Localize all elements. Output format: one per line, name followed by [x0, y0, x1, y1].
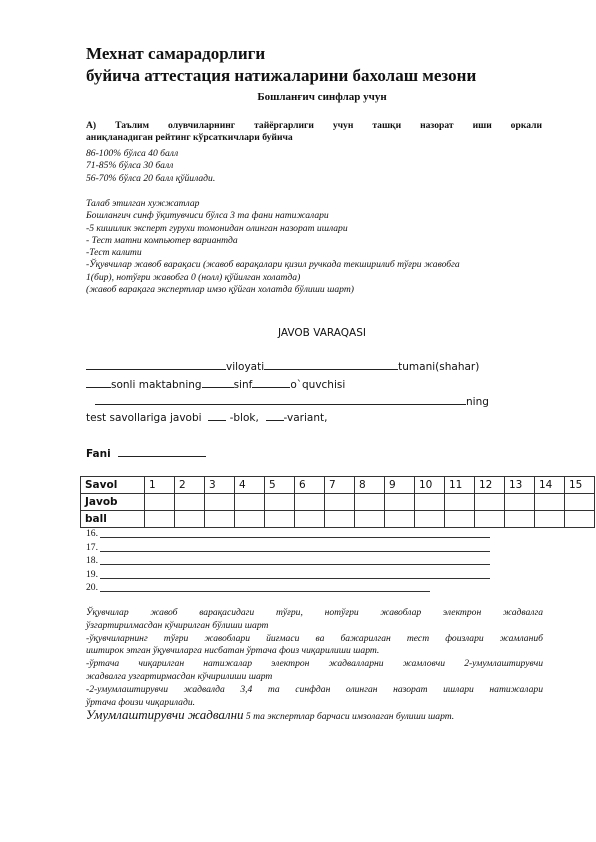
ning-label: ning: [466, 396, 489, 408]
requirements-list: [86, 198, 552, 296]
test-prefix-label: test savollariga javobi: [86, 412, 202, 424]
answer-line[interactable]: [100, 564, 490, 565]
question-number: 15: [565, 477, 595, 494]
question-number: 5: [265, 477, 295, 494]
requirement-item: -Ўқувчилар жавоб варақаси (жавоб варақалари қизил ручкада текширилиб тўғри жавобга: [86, 259, 460, 271]
question-number: 1: [145, 477, 175, 494]
section-a-heading-line1: А) Таълим олувчиларнинг тайёргарлиги учун ташқи назорат иши оркали: [86, 120, 542, 131]
score-cell[interactable]: [175, 511, 205, 528]
page-title-line1: Мехнат самарадорлиги: [86, 44, 266, 63]
instruction-line: ўртача фоизи чиқарилади.: [86, 696, 196, 708]
answer-cell[interactable]: [535, 494, 565, 511]
student-name-line: [95, 393, 489, 408]
score-cell[interactable]: [415, 511, 445, 528]
instruction-line: -ўртача чиқарилган натижалар электрон жадвалларни жамловчи 2-умумлаштирувчи: [86, 658, 543, 670]
requirement-item: 1(бир), нотўғри жавобга 0 (нолл) қўйилган холатда): [86, 271, 301, 283]
sonli-label: sonli maktabning: [111, 379, 202, 391]
question-line-number: 17.: [86, 541, 98, 553]
grade-list: [86, 148, 552, 185]
question-number: 8: [355, 477, 385, 494]
page-title-line2: буйича аттестация натижаларини бахолаш мезони: [86, 66, 477, 85]
score-cell[interactable]: [295, 511, 325, 528]
answer-cell[interactable]: [475, 494, 505, 511]
score-cell[interactable]: [445, 511, 475, 528]
score-cell[interactable]: [475, 511, 505, 528]
row-label-javob: Javob: [81, 494, 145, 511]
test-info-line: [86, 409, 327, 424]
score-cell[interactable]: [265, 511, 295, 528]
score-cell[interactable]: [145, 511, 175, 528]
instruction-line: Ўқувчилар жавоб варақасидаги тўғри, нотўғри жавоблар электрон жадвалга: [86, 607, 543, 618]
row-label-savol: Savol: [81, 477, 145, 494]
grade-item: 56-70% бўлса 20 балл қўйилади.: [86, 172, 216, 184]
table-row-savol: [81, 477, 595, 494]
requirement-item: Бошланғич синф ўқитувчиси бўлса 3 та фани натижалари: [86, 210, 329, 222]
score-cell[interactable]: [235, 511, 265, 528]
question-number: 7: [325, 477, 355, 494]
variant-blank[interactable]: [266, 409, 284, 421]
score-cell[interactable]: [535, 511, 565, 528]
answer-cell[interactable]: [205, 494, 235, 511]
answer-line[interactable]: [100, 578, 490, 579]
answer-cell[interactable]: [235, 494, 265, 511]
answer-cell[interactable]: [295, 494, 325, 511]
question-number: 6: [295, 477, 325, 494]
block-blank[interactable]: [208, 409, 226, 421]
instruction-line: иштирок этган ўқувчиларга нисбатан ўртача фоиз чиқарилиши шарт.: [86, 645, 380, 657]
fani-label: Fani: [86, 448, 111, 460]
score-cell[interactable]: [325, 511, 355, 528]
answer-cell[interactable]: [565, 494, 595, 511]
school-line: [86, 376, 345, 391]
question-number: 9: [385, 477, 415, 494]
requirement-item: -Тест калити: [86, 247, 142, 259]
table-row-javob: [81, 494, 595, 511]
answer-table: [80, 476, 595, 528]
instruction-emphasis: Умумлаштирувчи жадвални: [86, 707, 244, 723]
blok-label: -blok,: [229, 412, 259, 424]
grade-item: 86-100% бўлса 40 балл: [86, 148, 179, 159]
class-letter-blank[interactable]: [252, 376, 290, 388]
grade-item: 71-85% бўлса 30 балл: [86, 160, 174, 172]
question-number: 3: [205, 477, 235, 494]
answer-cell[interactable]: [265, 494, 295, 511]
question-line-number: 16.: [86, 528, 98, 539]
answer-cell[interactable]: [505, 494, 535, 511]
answer-cell[interactable]: [175, 494, 205, 511]
requirement-item: - Тест матни компьютер вариантда: [86, 234, 238, 246]
variant-label: -variant,: [283, 412, 328, 424]
instruction-line: жадвалга узгартирмасдан кўчирилиши шарт: [86, 670, 273, 682]
question-line-number: 19.: [86, 568, 98, 580]
subject-blank[interactable]: [118, 445, 206, 457]
answer-cell[interactable]: [355, 494, 385, 511]
answer-cell[interactable]: [325, 494, 355, 511]
question-number: 11: [445, 477, 475, 494]
answer-line[interactable]: [100, 591, 430, 592]
page-subtitle: Бошланғич синфлар учун: [257, 91, 387, 103]
answer-line[interactable]: [100, 537, 490, 538]
instruction-line: -ўқувчиларнинг тўғри жавоблари йиғмаси ва бажарилган тест фоизлари жамланиб: [86, 632, 543, 644]
score-cell[interactable]: [505, 511, 535, 528]
section-a-heading-line2: аниқланадиган рейтинг кўрсаткичлари буйича: [86, 132, 293, 143]
question-number: 4: [235, 477, 265, 494]
answer-cell[interactable]: [445, 494, 475, 511]
answer-cell[interactable]: [385, 494, 415, 511]
score-cell[interactable]: [565, 511, 595, 528]
question-line-number: 20.: [86, 582, 98, 593]
table-row-ball: [81, 511, 595, 528]
student-name-blank[interactable]: [95, 393, 466, 405]
requirements-heading: Талаб этилган хужжатлар: [86, 198, 200, 209]
instructions-block: [86, 607, 543, 724]
row-label-ball: ball: [81, 511, 145, 528]
answer-sheet-title: JAVOB VARAQASI: [278, 327, 366, 339]
instruction-rest: 5 та экспертлар барчаси имзолаган булиши шарт.: [243, 711, 455, 723]
answer-cell[interactable]: [415, 494, 445, 511]
question-number: 12: [475, 477, 505, 494]
oquvchisi-label: o`quvchisi: [290, 379, 346, 391]
answer-cell[interactable]: [145, 494, 175, 511]
score-cell[interactable]: [385, 511, 415, 528]
requirement-item: -5 кишилик эксперт гурухи томонидан олинган назорат ишлари: [86, 222, 348, 234]
viloyat-blank[interactable]: [86, 358, 226, 370]
question-number: 14: [535, 477, 565, 494]
instruction-final-line: [86, 709, 543, 724]
score-cell[interactable]: [205, 511, 235, 528]
question-number: 10: [415, 477, 445, 494]
question-number: 2: [175, 477, 205, 494]
question-line-number: 18.: [86, 555, 98, 566]
class-blank[interactable]: [202, 376, 234, 388]
instruction-line: -2-умумлаштирувчи жадвалда 3,4 та синфдан олинган назорат ишлари натижалари: [86, 683, 543, 695]
tumani-label: tumani(shahar): [398, 361, 480, 373]
sinf-label: sinf: [233, 379, 253, 391]
subject-line: [86, 445, 206, 460]
school-number-blank[interactable]: [86, 376, 111, 388]
viloyati-label: viloyati: [226, 361, 265, 373]
question-number: 13: [505, 477, 535, 494]
requirement-item: (жавоб варақага экспертлар имзо қўйган холатда бўлиши шарт): [86, 284, 354, 296]
tuman-blank[interactable]: [264, 358, 398, 370]
instruction-line: ўзгартирилмасдан кўчирилган бўлиши шарт: [86, 619, 269, 631]
score-cell[interactable]: [355, 511, 385, 528]
region-line: [86, 358, 479, 373]
answer-line[interactable]: [100, 551, 490, 552]
